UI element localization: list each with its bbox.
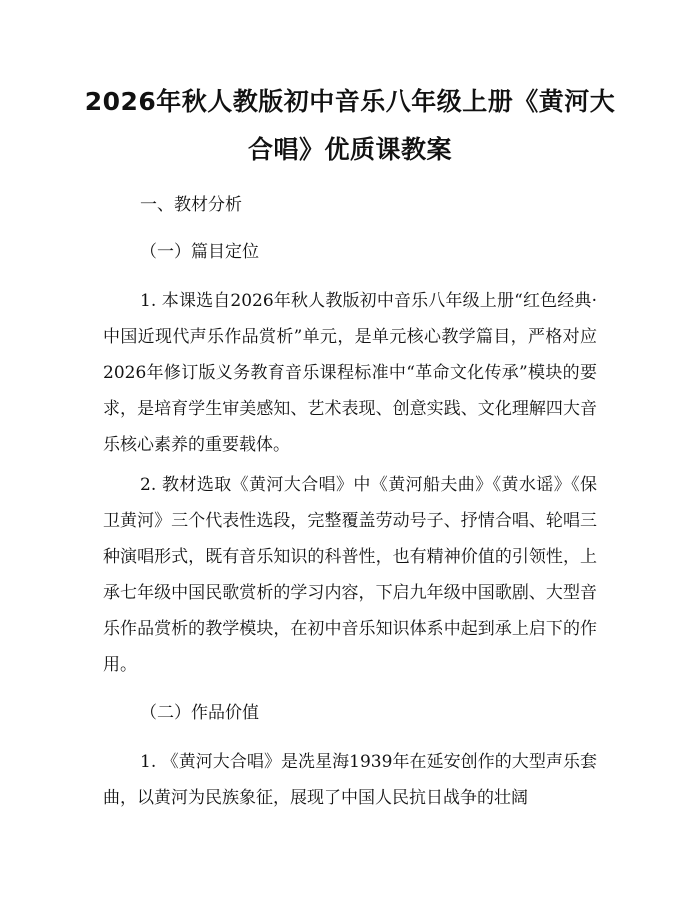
paragraph-positioning-2: 2. 教材选取《黄河大合唱》中《黄河船夫曲》《黄水谣》《保卫黄河》三个代表性选段，完整覆盖劳动号子、抒情合唱、轮唱三种演唱形式，既有音乐知识的科普性，也有精神价值的引领性，上承七年级中国民歌赏析的学习内容，下启九年级中国歌剧、大型音乐作品赏析的教学模块，在初中音乐知识体系中起到承上启下的作用。 — [103, 475, 597, 675]
paragraph-work-value-1: 1. 《黄河大合唱》是冼星海1939年在延安创作的大型声乐套曲，以黄河为民族象征，展现了中国人民抗日战争的壮阔 — [103, 752, 597, 808]
paragraph-positioning-1: 1. 本课选自2026年秋人教版初中音乐八年级上册“红色经典·中国近现代声乐作品赏析”单元，是单元核心教学篇目，严格对应2026年修订版义务教育音乐课程标准中“革命文化传承”模块的要求，是培育学生审美感知、艺术表现、创意实践、文化理解四大音乐核心素养的重要载体。 — [103, 291, 597, 455]
subsection-heading-work-value: （二）作品价值 — [140, 703, 259, 723]
document-title: 2026年秋人教版初中音乐八年级上册《黄河大合唱》优质课教案 — [84, 87, 616, 164]
subsection-heading-positioning: （一）篇目定位 — [140, 242, 259, 262]
section-heading-teaching-material-analysis: 一、教材分析 — [140, 195, 242, 215]
